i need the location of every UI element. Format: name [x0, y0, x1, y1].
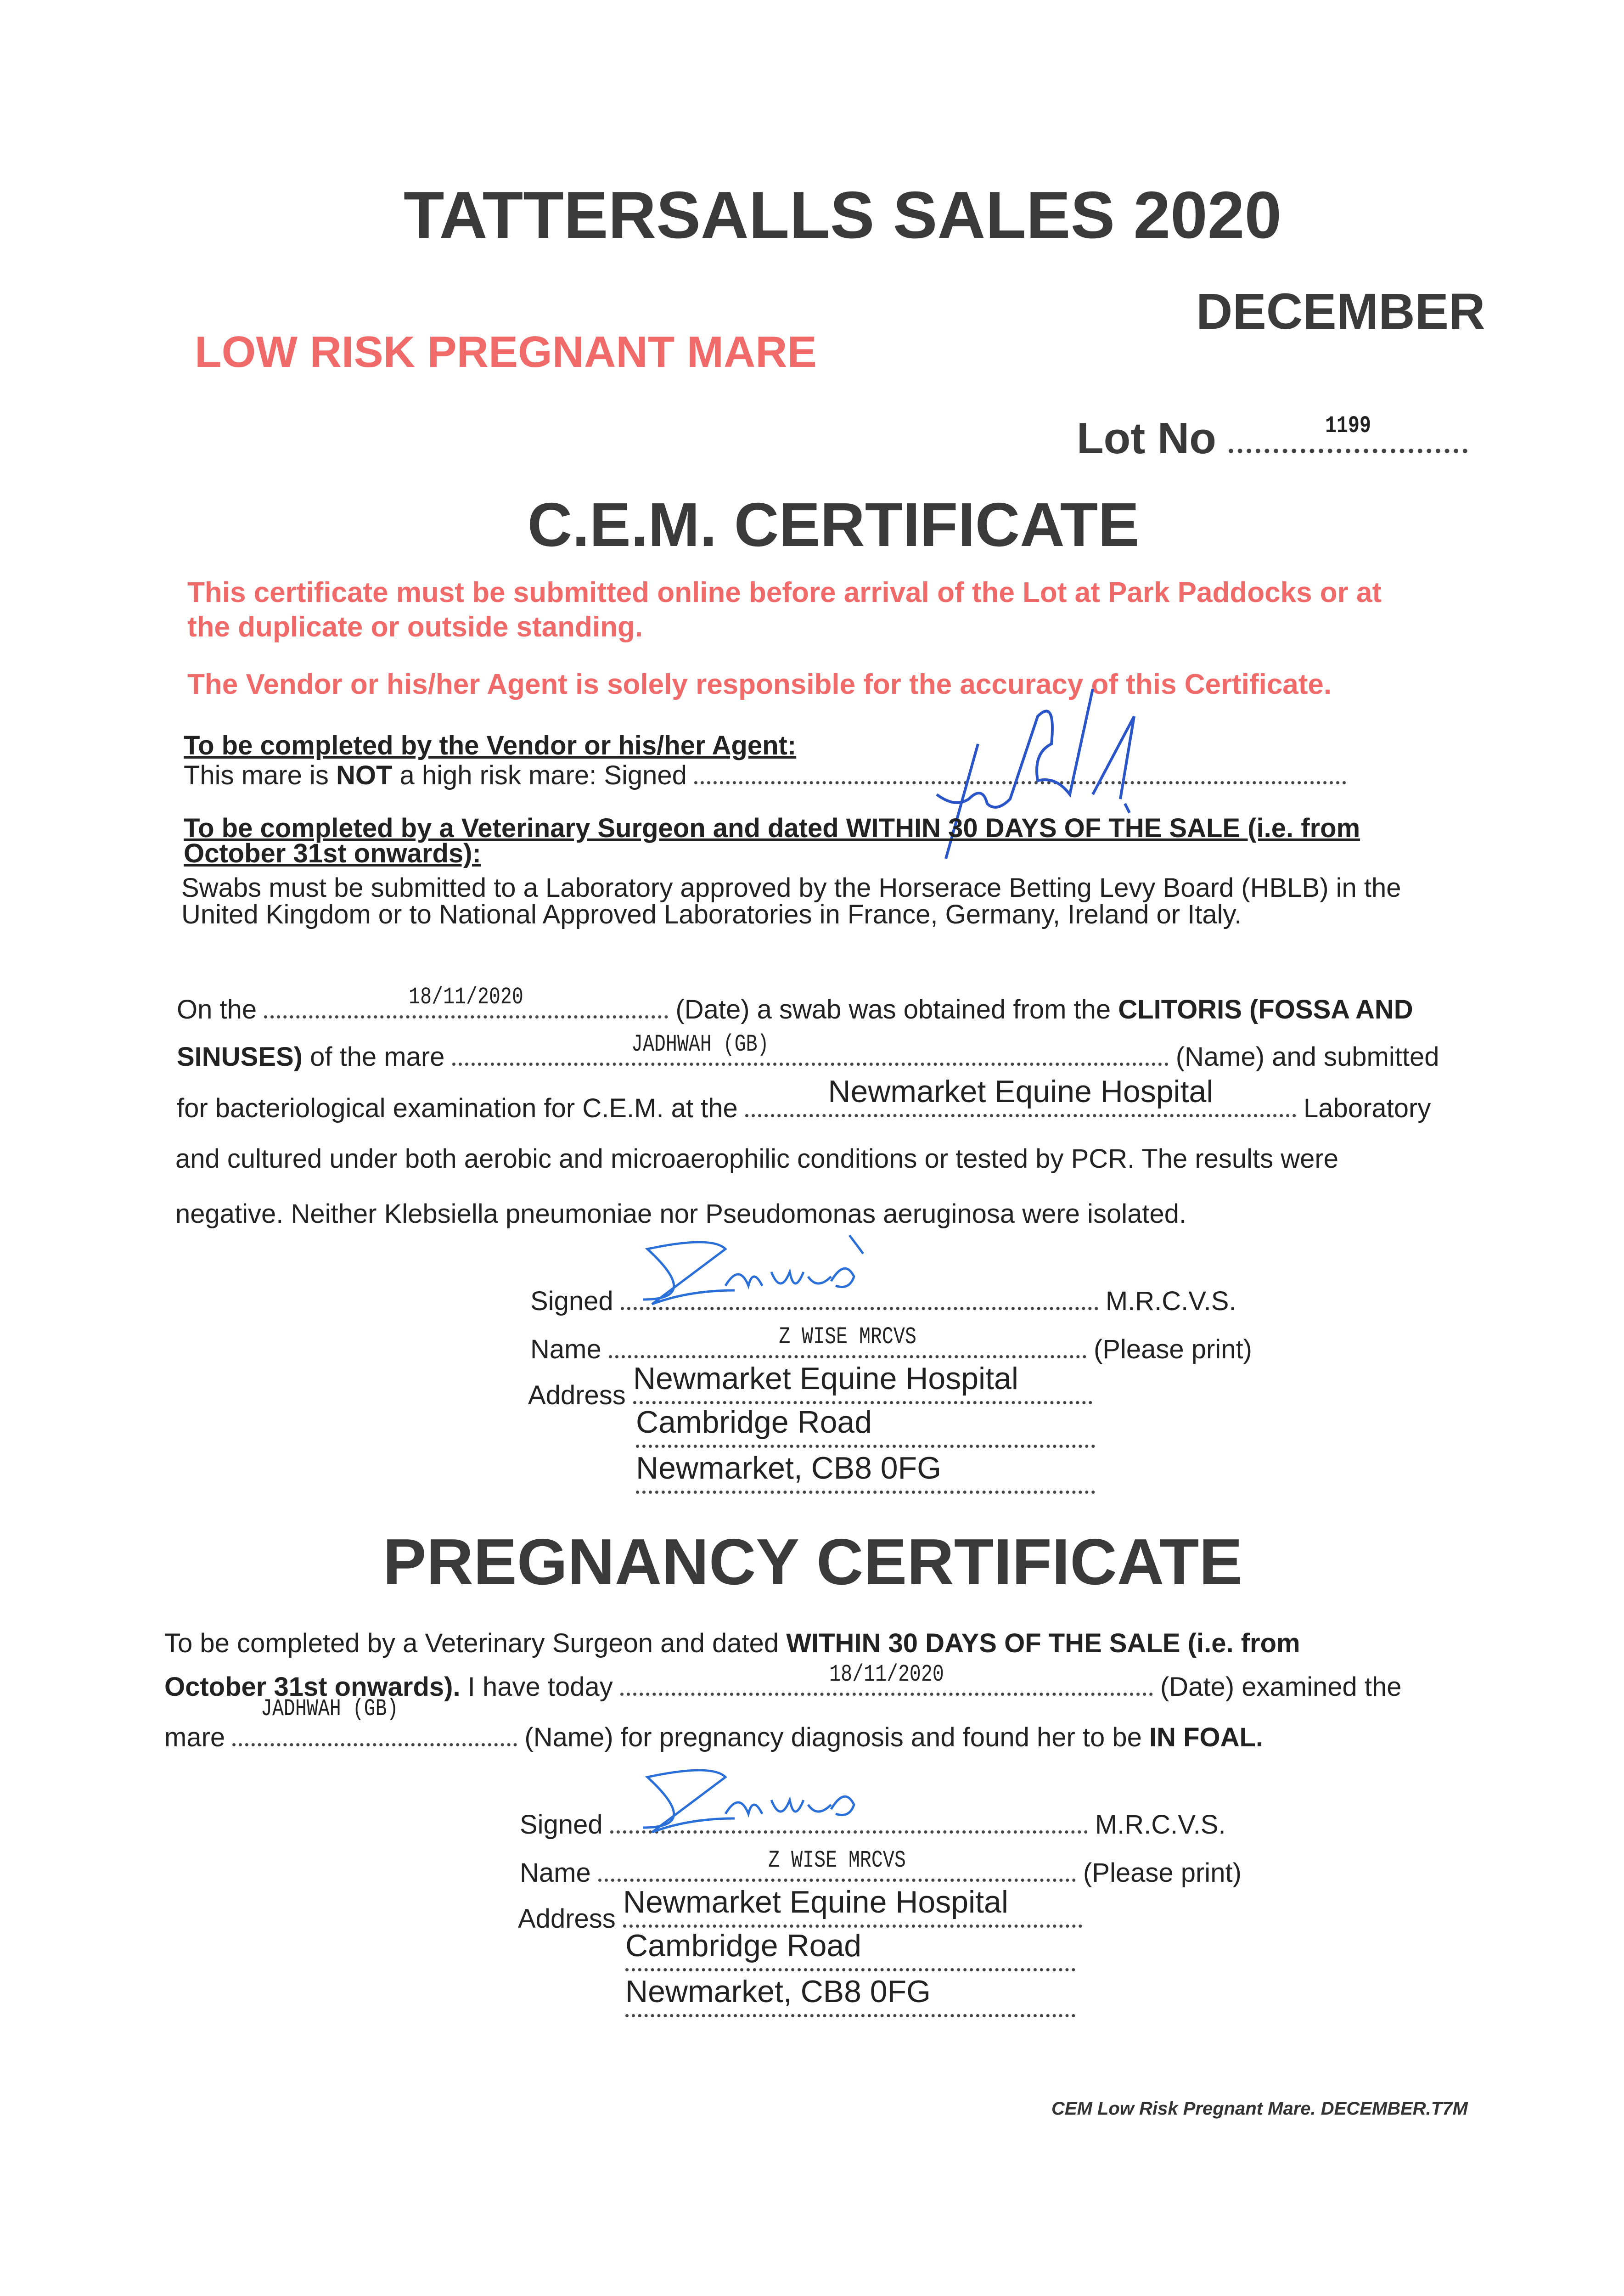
- pregnancy-line-1: To be completed by a Veterinary Surgeon and dated WITHIN 30 DAYS OF THE SALE (i.e. from: [164, 1628, 1300, 1658]
- pregnancy-vet-signature: [634, 1759, 891, 1837]
- submission-notice-line-1: This certificate must be submitted online before arrival of the Lot at Park Paddocks or at: [187, 577, 1382, 608]
- lot-number-field: [1077, 413, 1467, 464]
- lot-number-line: [1229, 412, 1467, 453]
- pregnancy-mare-name: JADHWAH (GB): [261, 1695, 399, 1722]
- pregnancy-line-2: October 31st onwards). I have today 18/11/2020 (Date) examined the: [164, 1661, 1402, 1702]
- swabs-line-2: United Kingdom or to National Approved Laboratories in France, Germany, Ireland or Italy.: [181, 900, 1242, 929]
- vet-heading-line-1: To be completed by a Veterinary Surgeon and dated WITHIN 30 DAYS OF THE SALE (i.e. from: [184, 813, 1360, 843]
- cem-vet-signature: [634, 1231, 891, 1309]
- laboratory-name: Newmarket Equine Hospital: [828, 1074, 1214, 1109]
- mare-name: JADHWAH (GB): [631, 1031, 769, 1058]
- pregnancy-line-3: mare JADHWAH (GB) (Name) for pregnancy diagnosis and found her to be IN FOAL.: [164, 1695, 1264, 1752]
- preg-address-line-3: Newmarket, CB8 0FG: [625, 1993, 1075, 2024]
- submission-notice-line-2: the duplicate or outside standing.: [187, 611, 643, 643]
- mare-name-line: SINUSES) of the mare JADHWAH (GB) (Name) and submitted: [177, 1031, 1439, 1072]
- cem-address-line-2: Cambridge Road: [636, 1424, 1095, 1454]
- cem-title: C.E.M. CERTIFICATE: [527, 490, 1140, 559]
- cem-address: Address Newmarket Equine Hospital: [528, 1380, 1092, 1411]
- page-title: TATTERSALLS SALES 2020: [403, 178, 1282, 252]
- cem-address-line-3: Newmarket, CB8 0FG: [636, 1469, 1095, 1500]
- swab-date-line: On the 18/11/2020 (Date) a swab was obtained from the CLITORIS (FOSSA AND: [177, 984, 1413, 1024]
- culture-line: and cultured under both aerobic and microaerophilic conditions or tested by PCR. The results were: [175, 1144, 1338, 1174]
- cem-vet-name: Z WISE MRCVS: [779, 1323, 916, 1351]
- preg-address: Address Newmarket Equine Hospital: [518, 1903, 1082, 1934]
- preg-address-line-2: Cambridge Road: [625, 1947, 1075, 1978]
- cem-signed-line: Signed M.R.C.V.S.: [530, 1286, 1236, 1316]
- mare-category: LOW RISK PREGNANT MARE: [195, 327, 817, 377]
- preg-signed-line: Signed M.R.C.V.S.: [520, 1810, 1226, 1840]
- sale-month: DECEMBER: [1196, 283, 1485, 340]
- responsibility-notice: The Vendor or his/her Agent is solely responsible for the accuracy of this Certificate.: [187, 669, 1332, 700]
- preg-vet-name: Z WISE MRCVS: [768, 1847, 906, 1874]
- lot-label: Lot No: [1077, 414, 1216, 463]
- lot-number: 1199: [1325, 412, 1371, 439]
- results-line: negative. Neither Klebsiella pneumoniae nor Pseudomonas aeruginosa were isolated.: [175, 1199, 1187, 1229]
- vendor-heading: To be completed by the Vendor or his/her Agent:: [184, 731, 797, 760]
- preg-name-line: Name Z WISE MRCVS (Please print): [520, 1847, 1242, 1888]
- vendor-declaration: This mare is NOT a high risk mare: Signed: [184, 760, 1346, 791]
- footer-code: CEM Low Risk Pregnant Mare. DECEMBER.T7M: [1051, 2099, 1468, 2119]
- swab-date: 18/11/2020: [409, 984, 524, 1011]
- cem-name-line: Name Z WISE MRCVS (Please print): [530, 1323, 1252, 1364]
- laboratory-line: for bacteriological examination for C.E.M. at the Newmarket Equine Hospital Laboratory: [177, 1074, 1431, 1123]
- exam-date: 18/11/2020: [829, 1661, 944, 1688]
- vet-heading-line-2: October 31st onwards):: [184, 838, 481, 868]
- pregnancy-title: PREGNANCY CERTIFICATE: [382, 1525, 1243, 1598]
- swabs-line-1: Swabs must be submitted to a Laboratory approved by the Horserace Betting Levy Board (HBLB) in the: [181, 873, 1401, 903]
